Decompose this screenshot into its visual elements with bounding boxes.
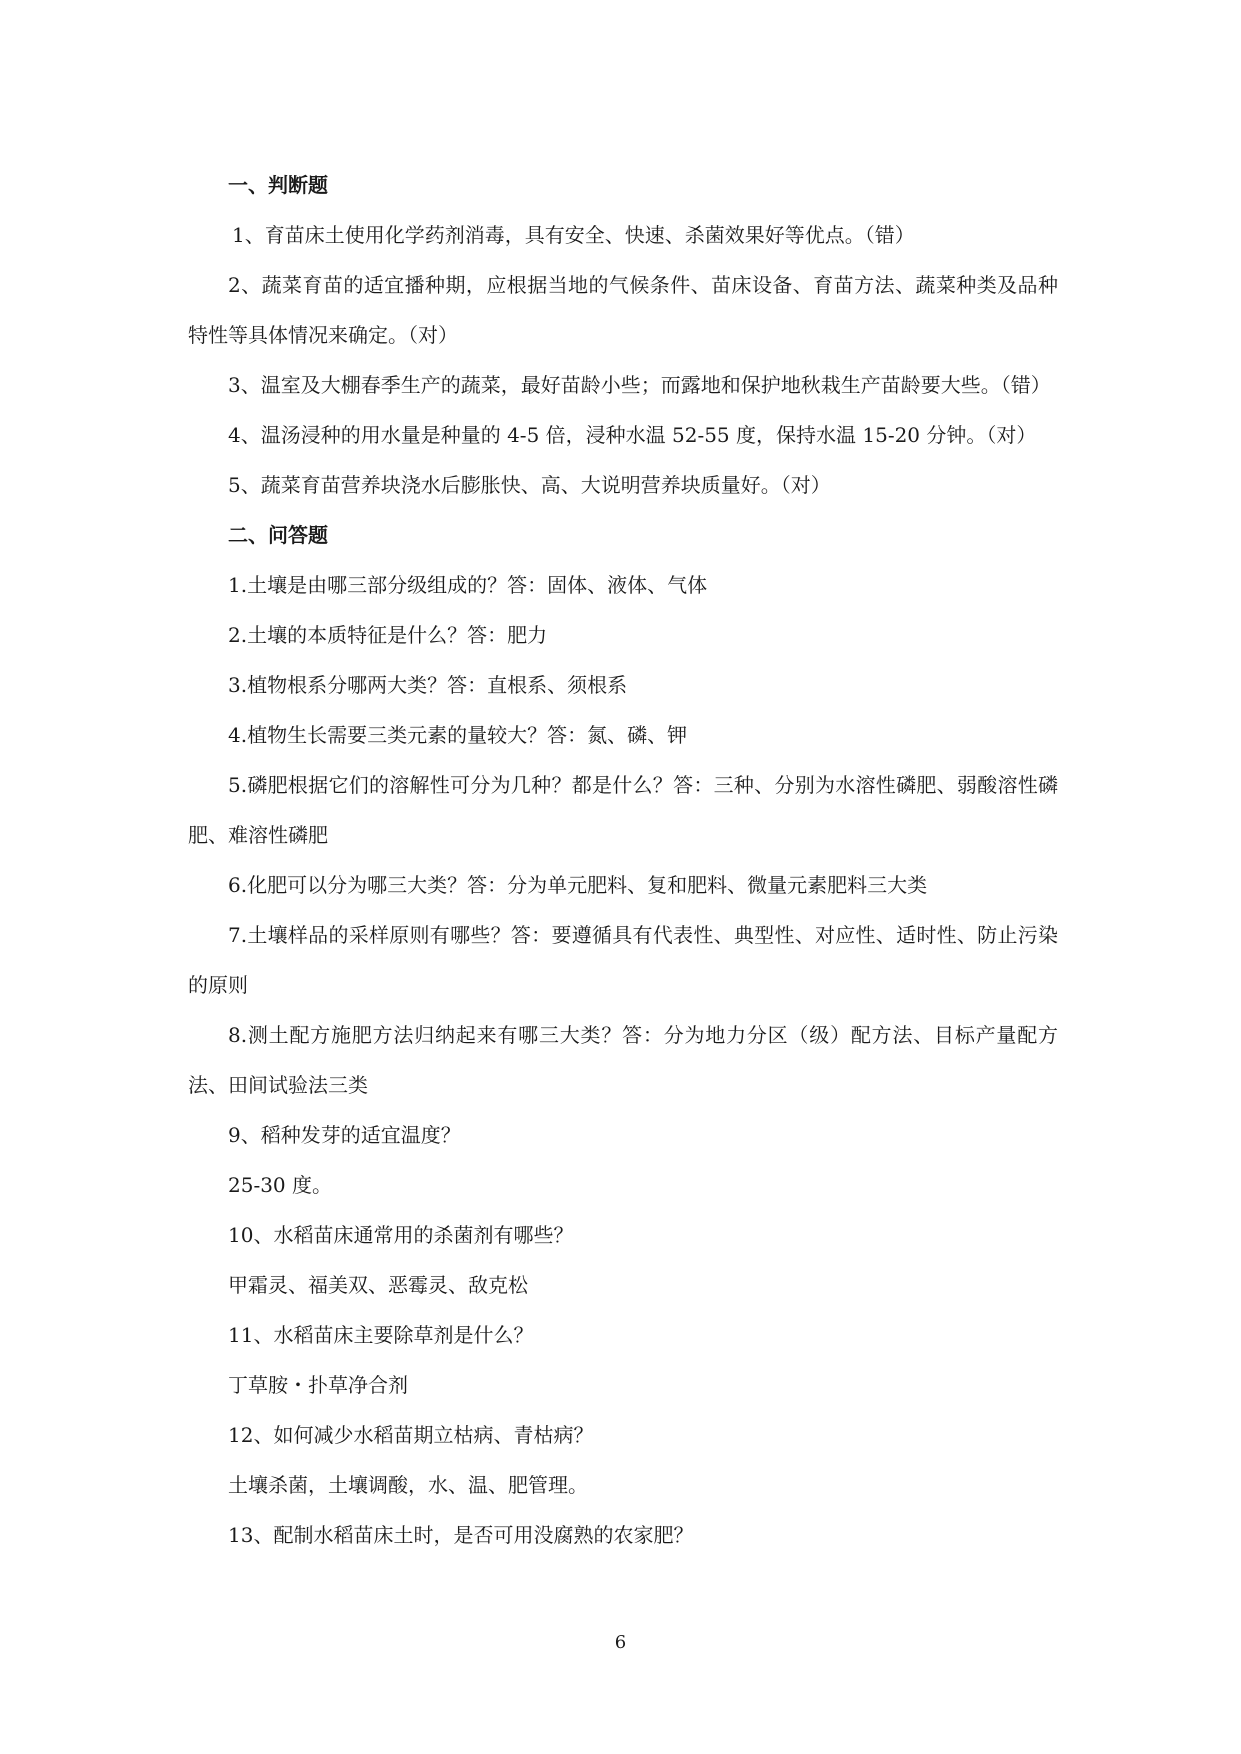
judgement-item-4: 4、温汤浸种的用水量是种量的 4-5 倍，浸种水温 52-55 度，保持水温 15-20 分钟。（对）: [228, 423, 1037, 447]
section-heading-qa: 二、问答题: [228, 523, 328, 547]
qa-answer-11: 丁草胺・扑草净合剂: [228, 1373, 408, 1397]
document-body: [188, 160, 1058, 1560]
qa-item-7: 7.土壤样品的采样原则有哪些？答：要遵循具有代表性、典型性、对应性、适时性、防止污染的原则: [188, 923, 1058, 997]
judgement-item-2: 2、蔬菜育苗的适宜播种期，应根据当地的气候条件、苗床设备、育苗方法、蔬菜种类及品种特性等具体情况来确定。（对）: [188, 273, 1058, 347]
qa-item-2: 2.土壤的本质特征是什么？答：肥力: [228, 623, 548, 647]
judgement-item-5: 5、蔬菜育苗营养块浇水后膨胀快、高、大说明营养块质量好。（对）: [228, 473, 831, 497]
qa-question-10: 10、水稻苗床通常用的杀菌剂有哪些？: [228, 1223, 574, 1247]
qa-question-11: 11、水稻苗床主要除草剂是什么？: [228, 1323, 534, 1347]
qa-answer-12: 土壤杀菌，土壤调酸，水、温、肥管理。: [228, 1473, 588, 1497]
qa-answer-10: 甲霜灵、福美双、恶霉灵、敌克松: [228, 1273, 528, 1297]
page-number: 6: [614, 1632, 627, 1653]
judgement-item-3: 3、温室及大棚春季生产的蔬菜，最好苗龄小些；而露地和保护地秋栽生产苗龄要大些。（错）: [228, 373, 1051, 397]
qa-question-9: 9、稻种发芽的适宜温度？: [228, 1123, 461, 1147]
qa-item-3: 3.植物根系分哪两大类？答：直根系、须根系: [228, 673, 628, 697]
judgement-item-1: 1、育苗床土使用化学药剂消毒，具有安全、快速、杀菌效果好等优点。（错）: [232, 223, 915, 247]
qa-question-13: 13、配制水稻苗床土时，是否可用没腐熟的农家肥？: [228, 1523, 694, 1547]
qa-item-5: 5.磷肥根据它们的溶解性可分为几种？都是什么？答：三种、分别为水溶性磷肥、弱酸溶性磷肥、难溶性磷肥: [188, 773, 1058, 847]
section-heading-judgement: 一、判断题: [228, 173, 328, 197]
qa-item-1: 1.土壤是由哪三部分级组成的？答：固体、液体、气体: [228, 573, 708, 597]
qa-item-6: 6.化肥可以分为哪三大类？答：分为单元肥料、复和肥料、微量元素肥料三大类: [228, 873, 928, 897]
qa-answer-9: 25-30 度。: [228, 1173, 333, 1197]
qa-item-8: 8.测土配方施肥方法归纳起来有哪三大类？答：分为地力分区（级）配方法、目标产量配方法、田间试验法三类: [188, 1023, 1058, 1097]
qa-item-4: 4.植物生长需要三类元素的量较大？答：氮、磷、钾: [228, 723, 688, 747]
qa-question-12: 12、如何减少水稻苗期立枯病、青枯病？: [228, 1423, 594, 1447]
